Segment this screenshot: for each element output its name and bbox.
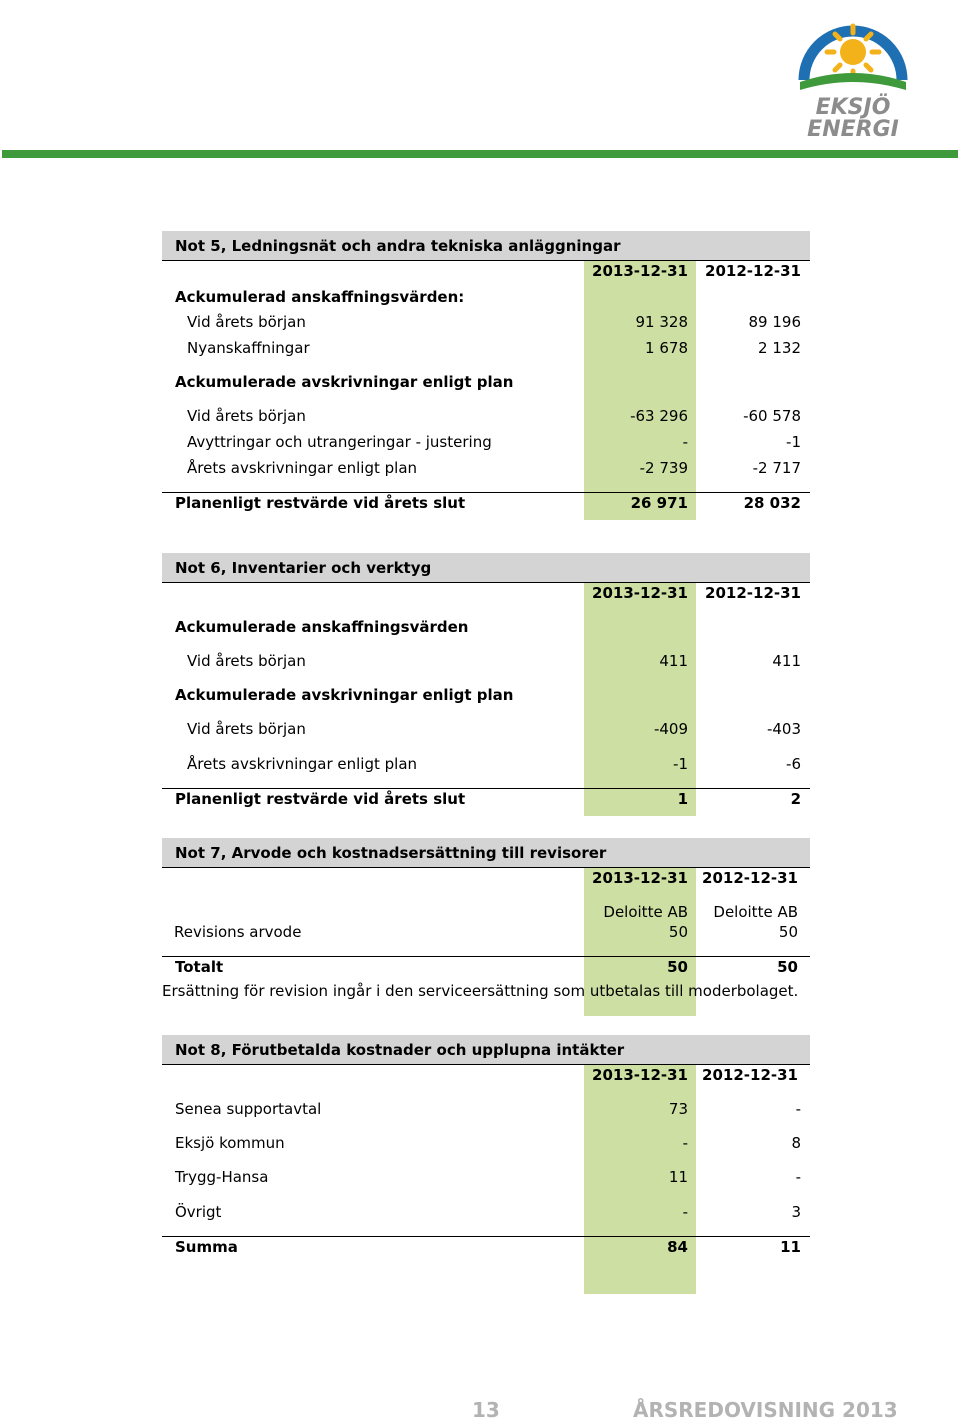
- note-title: Not 6, Inventarier och verktyg: [162, 553, 810, 583]
- table-row: [162, 406, 810, 426]
- note-title: Not 5, Ledningsnät och andra tekniska anläggningar: [162, 231, 810, 261]
- section-label: Ackumulerade avskrivningar enligt plan: [175, 373, 514, 391]
- svg-text:ENERGI: ENERGI: [807, 117, 899, 140]
- row-label: Planenligt restvärde vid årets slut: [175, 790, 466, 808]
- document-title: ÅRSREDOVISNING 2013: [633, 1398, 898, 1422]
- total-row: [162, 493, 810, 513]
- row-label: Summa: [175, 1238, 238, 1256]
- value-2012: -: [795, 1100, 801, 1118]
- value-2012: 50: [777, 958, 798, 976]
- col-2012: 2012-12-31: [702, 869, 798, 887]
- col-2013: 2013-12-31: [592, 1066, 688, 1084]
- table-row: [162, 1099, 810, 1119]
- table-row: [162, 312, 810, 332]
- section-heading: [162, 372, 810, 392]
- value-2013: -409: [653, 720, 688, 738]
- value-2013: 91 328: [635, 313, 688, 331]
- row-label: Eksjö kommun: [175, 1134, 285, 1152]
- column-headers: [162, 583, 810, 603]
- table-row: [162, 1133, 810, 1153]
- row-label: Nyanskaffningar: [187, 339, 310, 357]
- table-row: [162, 719, 810, 739]
- total-row: [162, 957, 810, 977]
- row-label: Övrigt: [175, 1203, 222, 1221]
- table-row: [162, 432, 810, 452]
- value-2013: 50: [668, 923, 688, 941]
- col-2012: 2012-12-31: [705, 584, 801, 602]
- value-2013: 26 971: [630, 494, 688, 512]
- col-2013: 2013-12-31: [592, 584, 688, 602]
- row-label: Vid årets början: [187, 407, 306, 425]
- row-label: Revisions arvode: [174, 923, 302, 941]
- note-title: Not 8, Förutbetalda kostnader och upplupna intäkter: [162, 1035, 810, 1065]
- value-2013: 1 678: [645, 339, 688, 357]
- section-label: Ackumulerade avskrivningar enligt plan: [175, 686, 514, 704]
- total-row: [162, 789, 810, 809]
- row-label: Senea supportavtal: [175, 1100, 322, 1118]
- col-2012: 2012-12-31: [702, 1066, 798, 1084]
- value-2012: 28 032: [743, 494, 801, 512]
- value-2013: -: [682, 1134, 688, 1152]
- row-label: Avyttringar och utrangeringar - justering: [187, 433, 492, 451]
- value-2012: 2: [790, 790, 801, 808]
- value-2012: -60 578: [743, 407, 801, 425]
- value-2012: -2 717: [752, 459, 801, 477]
- eksjo-energi-logo: [780, 2, 926, 140]
- value-2012: 8: [791, 1134, 801, 1152]
- header-rule: [2, 150, 958, 158]
- table-row: [162, 1167, 810, 1187]
- value-2012: 3: [791, 1203, 801, 1221]
- row-label: Årets avskrivningar enligt plan: [187, 755, 418, 773]
- row-label: Planenligt restvärde vid årets slut: [175, 494, 466, 512]
- col-2012: 2012-12-31: [705, 262, 801, 280]
- section-heading: [162, 685, 810, 705]
- value-2013: -: [682, 1203, 688, 1221]
- table-row: [162, 754, 810, 774]
- auditor-2013: Deloitte AB: [603, 903, 688, 921]
- note-title: Not 7, Arvode och kostnadsersättning till revisorer: [162, 838, 810, 868]
- svg-text:EKSJÖ: EKSJÖ: [815, 95, 891, 120]
- value-2012: 11: [780, 1238, 801, 1256]
- column-headers: [162, 1065, 810, 1085]
- value-2013: -: [682, 433, 688, 451]
- section-label: Ackumulerade anskaffningsvärden: [175, 618, 469, 636]
- row-label: Totalt: [175, 958, 224, 976]
- value-2013: -63 296: [630, 407, 688, 425]
- table-row: [162, 922, 810, 942]
- value-2012: 2 132: [758, 339, 801, 357]
- footnote: Ersättning för revision ingår i den serviceersättning som utbetalas till moderbolaget.: [162, 982, 799, 1000]
- value-2012: -6: [786, 755, 801, 773]
- value-2012: -: [795, 1168, 801, 1186]
- value-2012: 89 196: [748, 313, 801, 331]
- value-2012: -403: [766, 720, 801, 738]
- column-headers: [162, 261, 810, 281]
- page-number: 13: [472, 1398, 500, 1422]
- value-2013: -1: [673, 755, 688, 773]
- table-row: [162, 1202, 810, 1222]
- value-2013: -2 739: [639, 459, 688, 477]
- value-2012: 50: [778, 923, 798, 941]
- col-2013: 2013-12-31: [592, 869, 688, 887]
- row-label: Vid årets början: [187, 720, 306, 738]
- row-label: Vid årets början: [187, 652, 306, 670]
- total-row: [162, 1237, 810, 1257]
- value-2013: 11: [668, 1168, 688, 1186]
- section-heading: [162, 287, 810, 307]
- table-row: [162, 458, 810, 478]
- table-row: [162, 651, 810, 671]
- section-label: Ackumulerad anskaffningsvärden:: [175, 288, 465, 306]
- row-label: Trygg-Hansa: [175, 1168, 269, 1186]
- value-2013: 84: [667, 1238, 688, 1256]
- column-headers: [162, 868, 810, 888]
- auditor-2012: Deloitte AB: [713, 903, 798, 921]
- value-2012: 411: [772, 652, 801, 670]
- table-row: [162, 338, 810, 358]
- row-label: Årets avskrivningar enligt plan: [187, 459, 418, 477]
- section-heading: [162, 617, 810, 637]
- col-2013: 2013-12-31: [592, 262, 688, 280]
- sun-icon: [827, 26, 879, 78]
- row-label: Vid årets början: [187, 313, 306, 331]
- value-2013: 73: [668, 1100, 688, 1118]
- auditor-row: [162, 902, 810, 922]
- value-2013: 50: [667, 958, 688, 976]
- value-2013: 1: [677, 790, 688, 808]
- value-2013: 411: [659, 652, 688, 670]
- value-2012: -1: [786, 433, 801, 451]
